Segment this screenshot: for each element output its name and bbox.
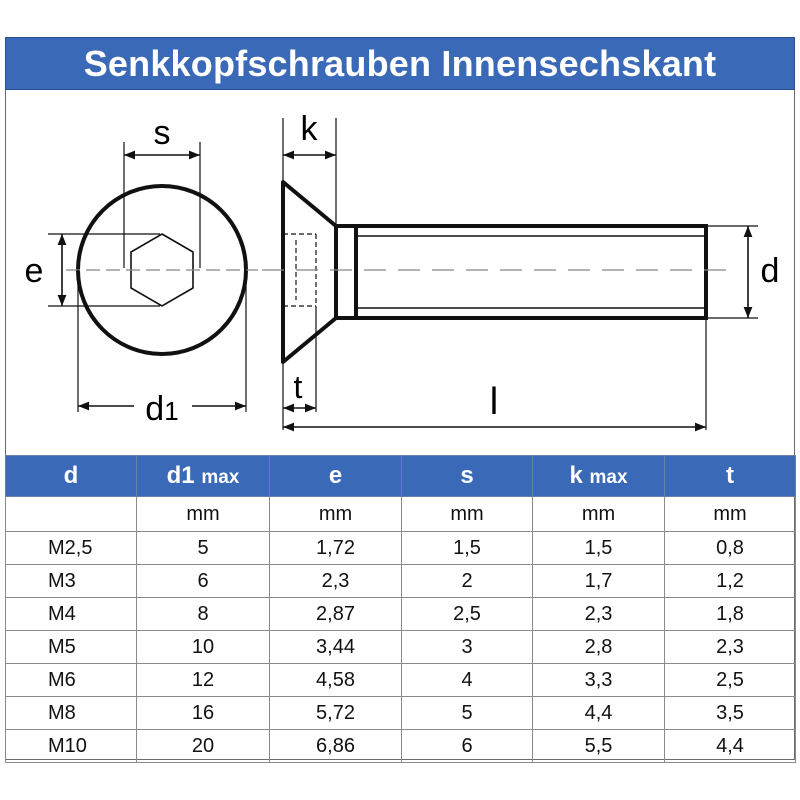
table-cell: 4,4 [533,697,665,730]
table-row [6,565,796,598]
table-cell: 4,58 [270,664,402,697]
dimension-k-label: k [300,110,318,148]
table-cell: 20 [137,730,270,763]
dimension-l-label: l [489,381,499,423]
unit-cell [6,497,137,532]
unit-cell: mm [270,497,402,532]
table-cell: 1,5 [402,532,533,565]
unit-cell: mm [137,497,270,532]
table-header-row [6,456,796,497]
table-cell: 3,44 [270,631,402,664]
dimension-s-label: s [153,114,171,152]
threaded-shank [356,226,706,318]
cell-size: M6 [6,664,137,697]
table-cell: 2 [402,565,533,598]
table-row [6,532,796,565]
table-cell: 2,5 [665,664,796,697]
table-cell: 10 [137,631,270,664]
table-cell: 1,8 [665,598,796,631]
col-header-k: k max [533,456,665,497]
table-cell: 2,3 [533,598,665,631]
table-cell: 8 [137,598,270,631]
unit-cell: mm [533,497,665,532]
head-circle [78,186,246,354]
table-cell: 5,5 [533,730,665,763]
table-cell: 2,3 [665,631,796,664]
screw-side-view [262,118,758,430]
table-cell: 6 [402,730,533,763]
dimensions-table [5,455,796,763]
table-cell: 3,5 [665,697,796,730]
table-cell: 6 [137,565,270,598]
cell-size: M8 [6,697,137,730]
table-row [6,598,796,631]
table-cell: 5 [137,532,270,565]
title-banner [5,37,795,90]
table-cell: 5 [402,697,533,730]
table-cell: 2,8 [533,631,665,664]
cell-size: M5 [6,631,137,664]
cell-size: M2,5 [6,532,137,565]
table-cell: 2,5 [402,598,533,631]
col-header-s: s [402,456,533,497]
table-cell: 3,3 [533,664,665,697]
col-header-d1: d1 max [137,456,270,497]
head-top-view [48,142,258,412]
table-cell: 1,72 [270,532,402,565]
unit-cell: mm [402,497,533,532]
table-cell: 16 [137,697,270,730]
table-cell: 5,72 [270,697,402,730]
table-cell: 6,86 [270,730,402,763]
col-header-e: e [270,456,402,497]
dimension-d-label: d [760,252,780,290]
table-cell: 2,3 [270,565,402,598]
col-header-t: t [665,456,796,497]
table-row [6,697,796,730]
dimension-d1-label: d1 [145,390,179,428]
units-row [6,497,796,532]
dimension-t-label: t [293,369,303,405]
table-row [6,631,796,664]
dimension-e-label: e [24,252,44,290]
page-title: Senkkopfschrauben Innensechskant [83,42,717,84]
table-cell: 1,5 [533,532,665,565]
table-cell: 4,4 [665,730,796,763]
unit-cell: mm [665,497,796,532]
countersunk-head [283,182,336,362]
cell-size: M4 [6,598,137,631]
screw-technical-drawing [6,90,794,455]
table-cell: 1,2 [665,565,796,598]
cell-size: M3 [6,565,137,598]
table-row [6,730,796,763]
col-header-d: d [6,456,137,497]
table-cell: 12 [137,664,270,697]
table-row [6,664,796,697]
hex-socket [131,234,193,306]
table-cell: 3 [402,631,533,664]
table-cell: 0,8 [665,532,796,565]
table-cell: 4 [402,664,533,697]
table-cell: 1,7 [533,565,665,598]
cell-size: M10 [6,730,137,763]
table-cell: 2,87 [270,598,402,631]
